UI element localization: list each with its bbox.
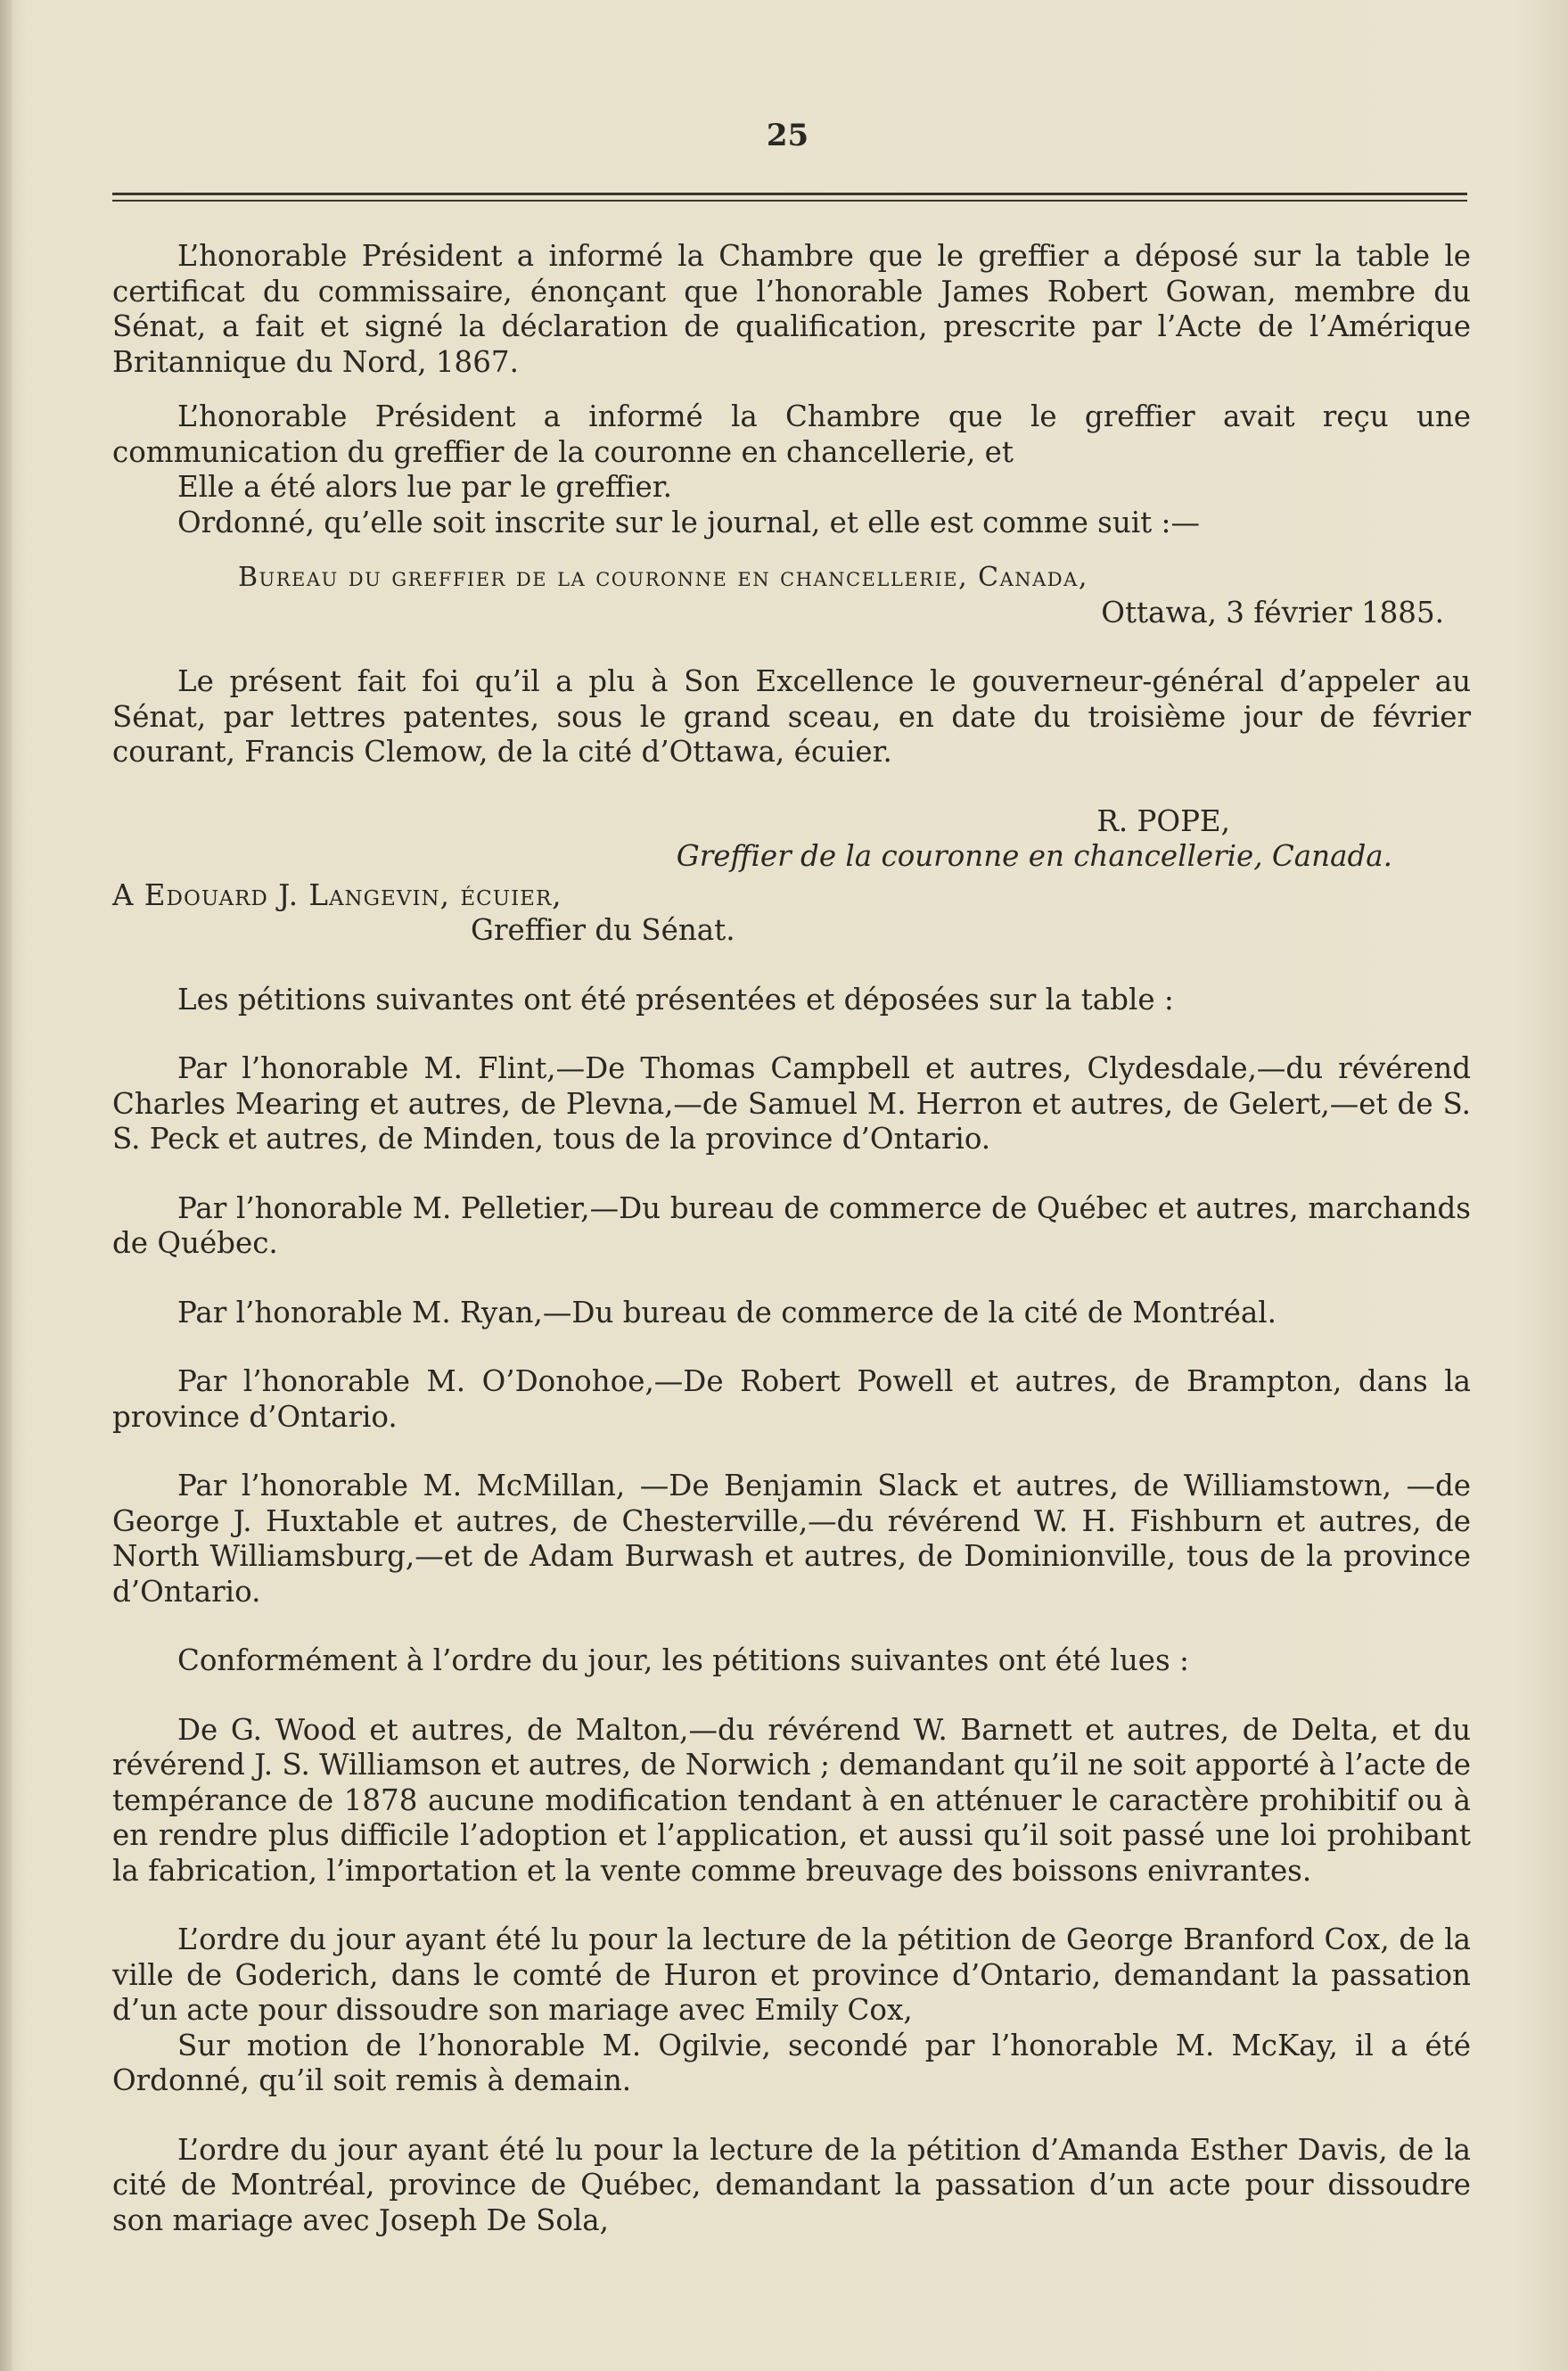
paragraph-ordered: Ordonné, qu’elle soit inscrite sur le journal, et elle est comme suit :— [177, 505, 1200, 539]
letter-heading: Bureau du greffier de la couronne en chancellerie, Canada, [238, 562, 1088, 593]
paragraph-petitions-read: Conformément à l’ordre du jour, les pétitions suivantes ont été lues : [177, 1643, 1189, 1677]
paragraph-petition-wood: De G. Wood et autres, de Malton,—du révérend W. Barnett et autres, de Delta, et du révérend J. S. Williamson et autres, de Norwich ; demandant qu’il ne soit apporté à l’acte de tempérance de 1878 aucune modification tendant à en atténuer le caractère prohibitif ou à en rendre plus difficile l’adoption et l’application, et aussi qu’il soit passé une loi prohibant la fabrication, l’importation et la vente comme breuvage des boissons enivrantes. [112, 1712, 1471, 1888]
paragraph-petition-pelletier: Par l’honorable M. Pelletier,—Du bureau de commerce de Québec et autres, marchands de Québec. [112, 1190, 1471, 1260]
paragraph-certificate: L’honorable Président a informé la Chambre que le greffier a déposé sur la table le certificat du commissaire, énonçant que l’honorable James Robert Gowan, membre du Sénat, a fait et signé la déclaration de qualification, prescrite par l’Acte de l’Amérique Britannique du Nord, 1867. [112, 239, 1471, 379]
letter-dateline: Ottawa, 3 février 1885. [1101, 595, 1444, 630]
paragraph-read: Elle a été alors lue par le greffier. [177, 470, 673, 504]
page-number: 25 [766, 118, 809, 153]
paragraph-petition-ryan: Par l’honorable M. Ryan,—Du bureau de commerce de la cité de Montréal. [177, 1295, 1277, 1330]
paragraph-petition-odonohoe: Par l’honorable M. O’Donohoe,—De Robert Powell et autres, de Brampton, dans la province d’Ontario. [112, 1364, 1471, 1434]
document-body [112, 239, 1471, 2238]
paragraph-petition-flint: Par l’honorable M. Flint,—De Thomas Campbell et autres, Clydesdale,—du révérend Charles Mearing et autres, de Plevna,—de Samuel M. Herron et autres, de Gelert,—et de S. S. Peck et autres, de Minden, tous de la province d’Ontario. [112, 1051, 1471, 1156]
paragraph-petitions-presented: Les pétitions suivantes ont été présentées et déposées sur la table : [177, 982, 1174, 1017]
address-line-1: A Edouard J. Langevin, écuier, [112, 877, 562, 912]
signature-title: Greffier de la couronne en chancellerie, Canada. [676, 839, 1392, 873]
letter-body: Le présent fait foi qu’il a plu à Son Excellence le gouverneur-général d’appeler au Sénat, par lettres patentes, sous le grand sceau, en date du troisième jour de février courant, Francis Clemow, de la cité d’Ottawa, écuier. [112, 664, 1471, 769]
page-edge-shadow [0, 0, 12, 2371]
header-rule-top [112, 193, 1467, 195]
paragraph-order-davis: L’ordre du jour ayant été lu pour la lecture de la pétition d’Amanda Esther Davis, de la cité de Montréal, province de Québec, demandant la passation d’un acte pour dissoudre son mariage avec Joseph De Sola, [112, 2132, 1471, 2237]
address-line-2: Greffier du Sénat. [471, 913, 735, 947]
paragraph-motion-ogilvie: Sur motion de l’honorable M. Ogilvie, secondé par l’honorable M. McKay, il a été Ordonné, qu’il soit remis à demain. [112, 2028, 1471, 2097]
paragraph-order-cox: L’ordre du jour ayant été lu pour la lecture de la pétition de George Branford Cox, de la ville de Goderich, dans le comté de Huron et province d’Ontario, demandant la passation d’un acte pour dissoudre son mariage avec Emily Cox, [112, 1922, 1471, 2027]
paragraph-petition-mcmillan: Par l’honorable M. McMillan, —De Benjamin Slack et autres, de Williamstown, —de George J. Huxtable et autres, de Chesterville,—du révérend W. H. Fishburn et autres, de North Williamsburg,—et de Adam Burwash et autres, de Dominionville, tous de la province d’Ontario. [112, 1469, 1471, 1609]
signature-name: R. POPE, [1096, 803, 1230, 838]
paragraph-communication: L’honorable Président a informé la Chambre que le greffier avait reçu une communication du greffier de la couronne en chancellerie, et [112, 399, 1471, 469]
header-rule-bottom [112, 200, 1467, 202]
